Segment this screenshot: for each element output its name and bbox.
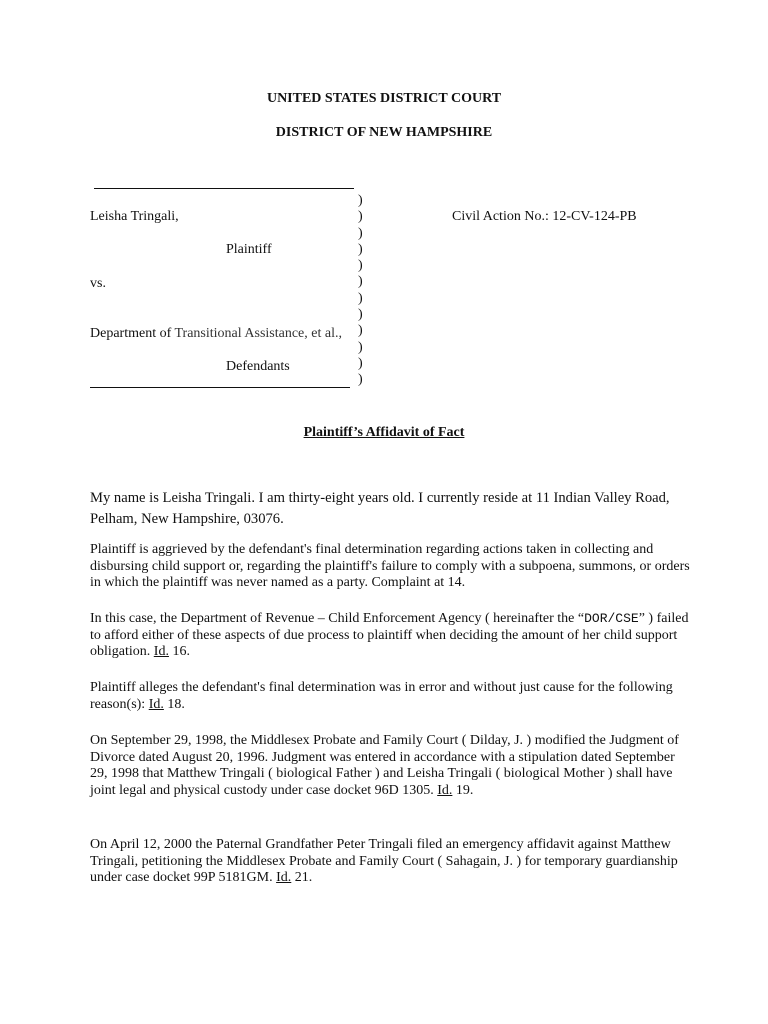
defendant-name: Department of Transitional Assistance, et al., xyxy=(90,326,342,341)
paragraph-1: My name is Leisha Tringali. I am thirty-eight years old. I currently reside at 11 Indian Valley Road, Pelham, New Hampshire, 03076. xyxy=(90,490,670,527)
caption-top-rule xyxy=(94,188,354,189)
paragraph-5: On September 29, 1998, the Middlesex Probate and Family Court ( Dilday, J. ) modified the Judgment of Divorce dated August 20, 1996. Judgment was entered in accordance with a stipulation dated September 29, 1998 that Matthew Tringali ( biological Father ) and Leisha Tringali ( biological Mother ) shall have joint legal and physical custody under case docket 96D 1305. Id. 19. xyxy=(90,733,679,798)
plaintiff-role: Plaintiff xyxy=(226,242,272,257)
document-title: Plaintiff’s Affidavit of Fact xyxy=(303,425,465,440)
court-name: UNITED STATES DISTRICT COURT xyxy=(266,91,502,106)
paragraph-3: In this case, the Department of Revenue – Child Enforcement Agency ( hereinafter the “DOR/CSE” ) failed to afford either of these aspects of due process to plaintiff when deciding the amount of her child support obligation. Id. 16. xyxy=(90,611,689,659)
district-name: DISTRICT OF NEW HAMPSHIRE xyxy=(275,125,493,140)
paragraph-4: Plaintiff alleges the defendant's final determination was in error and without just cause for the following reason(s): Id. 18. xyxy=(90,680,673,712)
caption-paren-column: ) ) ) ) ) ) ) ) ) ) ) ) xyxy=(358,193,363,388)
civil-action-number: Civil Action No.: 12-CV-124-PB xyxy=(452,209,637,224)
paragraph-6: On April 12, 2000 the Paternal Grandfather Peter Tringali filed an emergency affidavit against Matthew Tringali, petitioning the Middlesex Probate and Family Court ( Sahagain, J. ) for temporary guardianship under case docket 99P 5181GM. Id. 21. xyxy=(90,837,678,885)
plaintiff-name: Leisha Tringali, xyxy=(90,209,179,224)
versus-label: vs. xyxy=(90,276,106,291)
paragraph-2: Plaintiff is aggrieved by the defendant's final determination regarding actions taken in collecting and disbursing child support or, regarding the plaintiff's failure to comply with a subpoena, summons, or orders in which the plaintiff was never named as a party. Complaint at 14. xyxy=(90,542,690,590)
defendant-role: Defendants xyxy=(226,359,290,374)
caption-bottom-rule xyxy=(90,387,350,388)
